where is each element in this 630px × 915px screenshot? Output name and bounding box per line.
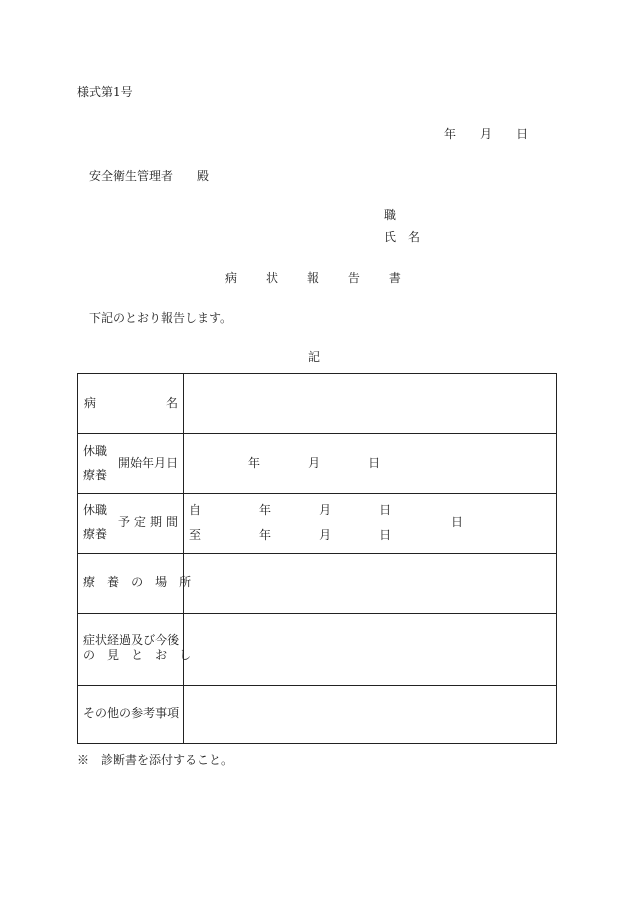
glyph: 及 xyxy=(131,633,144,647)
glyph: 間 xyxy=(165,515,178,529)
glyph xyxy=(307,503,319,517)
leave-start-label-top: 休職 xyxy=(83,444,108,458)
glyph: 月 xyxy=(319,503,332,517)
glyph: 場 xyxy=(155,575,168,589)
position-label: 職 xyxy=(384,208,397,222)
glyph xyxy=(167,575,179,589)
glyph: の xyxy=(83,648,96,662)
glyph xyxy=(343,528,355,542)
other-label xyxy=(83,706,178,720)
glyph: 年 xyxy=(248,456,261,470)
glyph: 年 xyxy=(259,528,272,542)
glyph xyxy=(117,396,129,410)
glyph: 始 xyxy=(130,456,143,470)
glyph: と xyxy=(131,648,144,662)
glyph: 療 xyxy=(83,575,96,589)
glyph: 後 xyxy=(167,633,180,647)
glyph xyxy=(272,456,284,470)
glyph xyxy=(396,230,408,244)
other-value-cell xyxy=(184,686,556,743)
glyph: 月 xyxy=(480,127,493,141)
leave-start-value-cell xyxy=(184,434,556,493)
glyph: 氏 xyxy=(384,230,397,244)
glyph: 年 xyxy=(259,503,272,517)
row-prognosis xyxy=(78,613,556,685)
glyph xyxy=(100,396,112,410)
leave-period-label-cell xyxy=(78,494,184,553)
leave-period-label-top: 休職 xyxy=(83,503,108,517)
glyph xyxy=(252,271,264,285)
glyph xyxy=(343,503,355,517)
glyph xyxy=(167,648,179,662)
leave-period-label-bottom: 療養 xyxy=(83,527,108,541)
glyph: 開 xyxy=(118,456,131,470)
glyph xyxy=(331,503,343,517)
glyph xyxy=(331,528,343,542)
glyph: 参 xyxy=(131,706,144,720)
glyph xyxy=(283,528,295,542)
glyph: 定 xyxy=(133,515,146,529)
glyph: お xyxy=(155,648,168,662)
glyph xyxy=(367,528,379,542)
document-title xyxy=(225,271,401,285)
glyph xyxy=(293,271,305,285)
glyph: 名 xyxy=(408,230,421,244)
glyph xyxy=(504,127,516,141)
glyph xyxy=(284,456,296,470)
leave-start-label xyxy=(118,456,178,470)
prognosis-label-cell xyxy=(78,614,192,685)
glyph xyxy=(375,271,387,285)
glyph xyxy=(320,456,332,470)
glyph xyxy=(271,503,283,517)
glyph: 日 xyxy=(368,456,381,470)
glyph: 名 xyxy=(165,396,178,410)
glyph: 書 xyxy=(388,271,401,285)
care-location-value-cell xyxy=(184,554,556,613)
row-leave-period xyxy=(78,493,556,553)
row-leave-start xyxy=(78,433,556,493)
statement: 下記のとおり報告します。 xyxy=(89,311,233,325)
glyph: 病 xyxy=(225,271,238,285)
care-location-label-cell xyxy=(78,554,192,613)
period-from-label: 自 xyxy=(189,503,202,517)
form-number: 様式第1号 xyxy=(77,85,133,99)
glyph: 年 xyxy=(142,456,155,470)
glyph: 項 xyxy=(167,706,180,720)
footnote: ※ 診断書を添付すること。 xyxy=(77,753,234,767)
glyph xyxy=(355,503,367,517)
prognosis-value-cell xyxy=(184,614,556,685)
period-to-label: 至 xyxy=(189,528,202,542)
glyph xyxy=(95,575,107,589)
ki-heading: 記 xyxy=(308,350,321,364)
illness-label xyxy=(84,396,178,410)
glyph xyxy=(456,127,468,141)
addressee: 安全衛生管理者 殿 xyxy=(89,169,210,183)
prognosis-label-line1 xyxy=(83,633,178,647)
glyph: 日 xyxy=(379,528,392,542)
glyph: び xyxy=(143,633,156,647)
glyph xyxy=(332,456,344,470)
glyph xyxy=(119,648,131,662)
glyph xyxy=(356,456,368,470)
glyph: 過 xyxy=(119,633,132,647)
glyph: そ xyxy=(83,706,96,720)
leave-start-date xyxy=(248,456,381,470)
glyph: 経 xyxy=(107,633,120,647)
glyph: 状 xyxy=(265,271,278,285)
care-location-label xyxy=(83,575,192,589)
glyph xyxy=(119,575,131,589)
glyph: し xyxy=(179,648,192,662)
report-table xyxy=(77,373,557,744)
glyph: 事 xyxy=(155,706,168,720)
prognosis-label-line2 xyxy=(83,648,192,662)
glyph: 告 xyxy=(347,271,360,285)
glyph: の xyxy=(131,575,144,589)
leave-period-value-cell xyxy=(184,494,556,553)
glyph xyxy=(367,503,379,517)
glyph xyxy=(307,528,319,542)
glyph xyxy=(492,127,504,141)
glyph xyxy=(362,271,374,285)
glyph: 年 xyxy=(444,127,457,141)
glyph xyxy=(355,528,367,542)
glyph xyxy=(344,456,356,470)
glyph xyxy=(133,396,145,410)
glyph xyxy=(239,271,251,285)
glyph: 日 xyxy=(516,127,529,141)
period-from-date xyxy=(259,503,390,517)
glyph: 所 xyxy=(179,575,192,589)
glyph: 見 xyxy=(107,648,120,662)
leave-start-label-bottom: 療養 xyxy=(83,468,108,482)
glyph xyxy=(321,271,333,285)
period-to-date xyxy=(259,528,390,542)
glyph: 期 xyxy=(149,515,162,529)
glyph xyxy=(334,271,346,285)
glyph: 日 xyxy=(379,503,392,517)
date-line xyxy=(444,127,528,141)
period-days-label: 日 xyxy=(451,515,464,529)
glyph: 予 xyxy=(118,515,131,529)
leave-start-label-cell xyxy=(78,434,184,493)
glyph xyxy=(150,396,162,410)
leave-period-label xyxy=(118,515,178,529)
glyph: 状 xyxy=(95,633,108,647)
glyph: の xyxy=(95,706,108,720)
glyph: 月 xyxy=(319,528,332,542)
glyph: 他 xyxy=(107,706,120,720)
glyph: 症 xyxy=(83,633,96,647)
glyph xyxy=(143,648,155,662)
glyph xyxy=(468,127,480,141)
glyph xyxy=(295,503,307,517)
glyph: 日 xyxy=(166,456,179,470)
illness-value-cell xyxy=(184,374,556,433)
glyph xyxy=(95,648,107,662)
row-illness xyxy=(78,374,556,433)
glyph xyxy=(283,503,295,517)
glyph xyxy=(296,456,308,470)
glyph: 今 xyxy=(155,633,168,647)
row-other xyxy=(78,685,556,743)
glyph: 考 xyxy=(143,706,156,720)
row-care-location xyxy=(78,553,556,613)
glyph: 月 xyxy=(308,456,321,470)
glyph xyxy=(280,271,292,285)
name-label xyxy=(384,230,420,244)
other-label-cell xyxy=(78,686,184,743)
glyph xyxy=(260,456,272,470)
glyph: 月 xyxy=(154,456,167,470)
glyph: の xyxy=(119,706,132,720)
illness-label-cell xyxy=(78,374,184,433)
glyph: 養 xyxy=(107,575,120,589)
glyph xyxy=(143,575,155,589)
glyph: 病 xyxy=(84,396,97,410)
glyph xyxy=(295,528,307,542)
glyph xyxy=(271,528,283,542)
glyph: 報 xyxy=(306,271,319,285)
